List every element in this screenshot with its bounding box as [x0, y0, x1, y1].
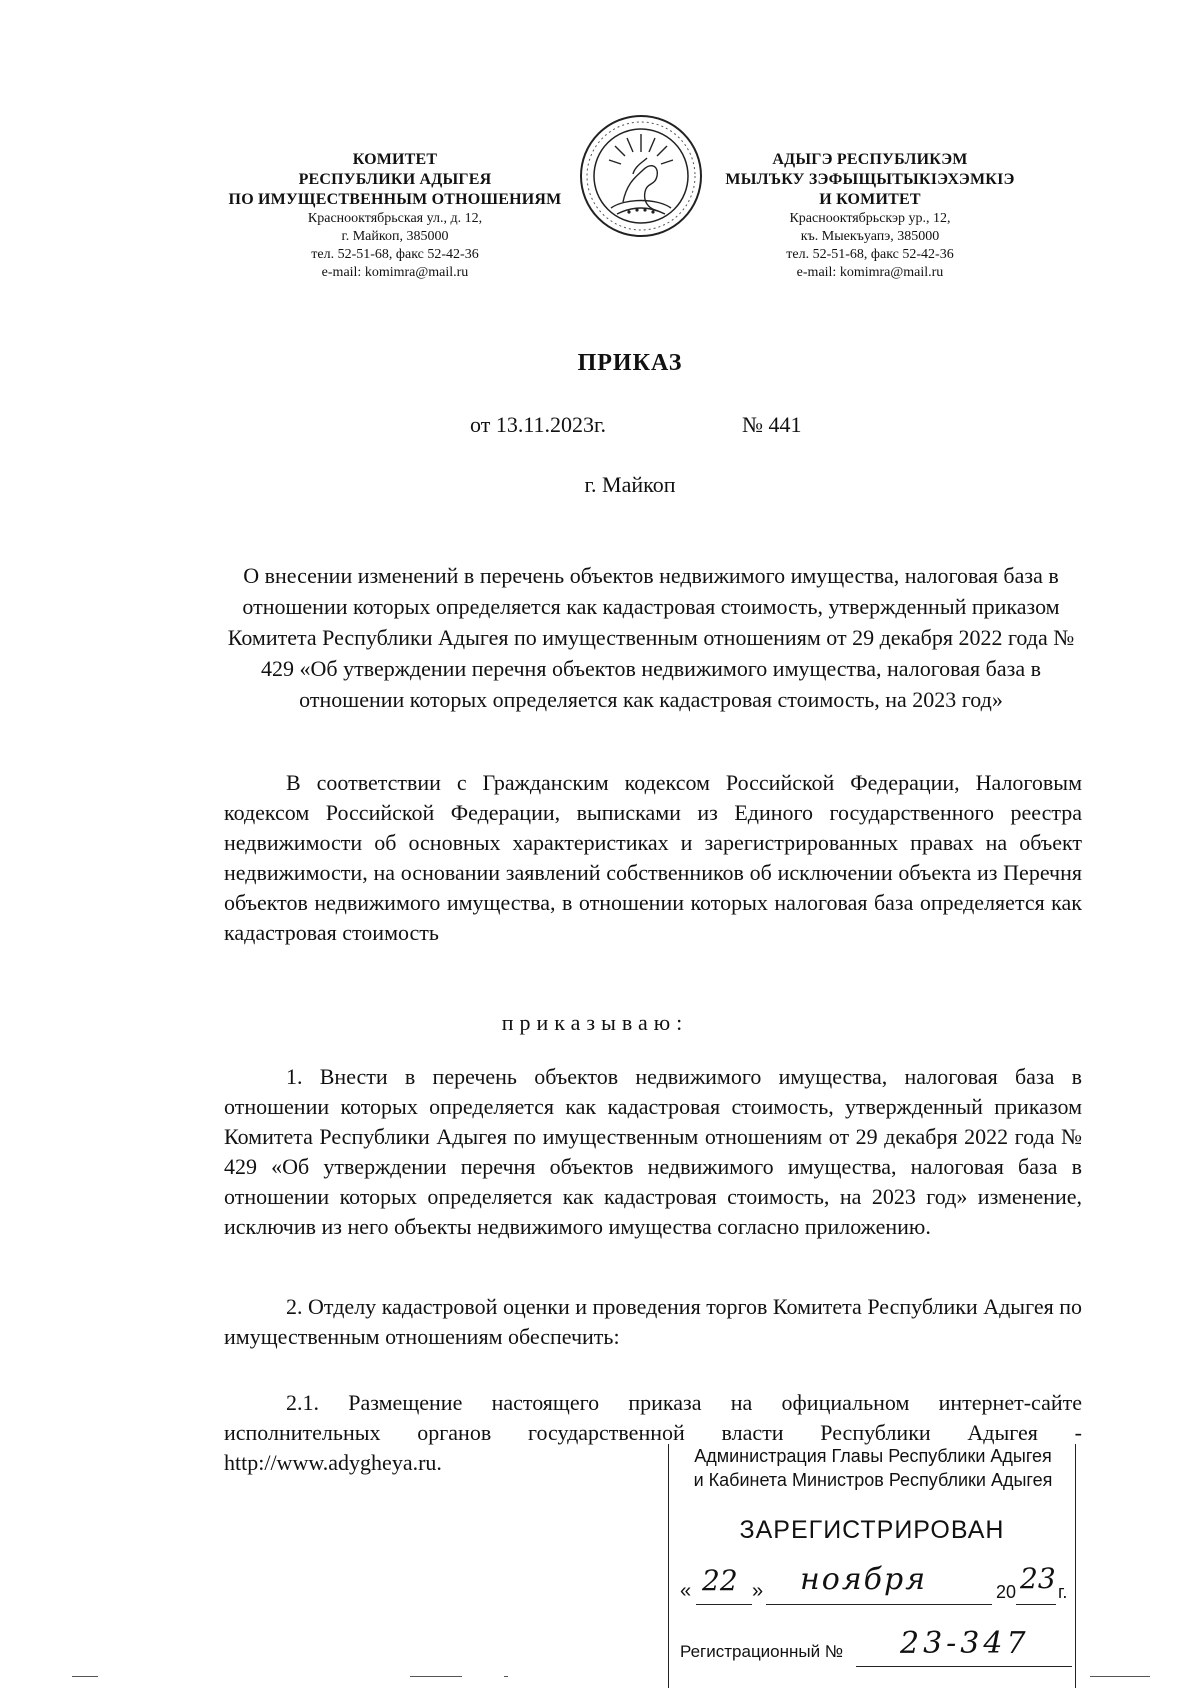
- order-date: от 13.11.2023г.: [470, 412, 607, 437]
- stamp-date: [680, 1562, 1072, 1606]
- org-phone: тел. 52-51-68, факс 52-42-36: [786, 247, 954, 262]
- registration-stamp: [668, 1426, 1076, 1690]
- org-city: г. Майкоп, 385000: [341, 229, 449, 244]
- order-item-1: 1. Внести в перечень объектов недвижимого имущества, налоговая база в отношении которых определяется как кадастровая стоимость, утвержденный приказом Комитета Республики Адыгея по имущественным отношениям от 29 декабря 2022 года № 429 «Об утверждении перечня объектов недвижимого имущества, налоговая база в отношении которых определяется как кадастровая стоимость, на 2023 год» изменение, исключив из него объекты недвижимого имущества согласно приложению.: [224, 1064, 1082, 1239]
- footer-rule: [72, 1676, 98, 1677]
- decree-word: приказываю:: [501, 1010, 689, 1035]
- order-item-2: 2. Отделу кадастровой оценки и проведения торгов Комитета Республики Адыгея по имущественным отношениям обеспечить:: [224, 1294, 1082, 1349]
- org-name-line: АДЫГЭ РЕСПУБЛИКЭМ: [772, 151, 968, 168]
- stamp-day-handwritten: 22: [702, 1564, 738, 1597]
- stamp-reg-label: Регистрационный №: [680, 1642, 844, 1661]
- org-city: къ. Мыекъуапэ, 385000: [800, 229, 940, 244]
- stamp-year-prefix: 20: [996, 1582, 1017, 1602]
- stamp-underline: [856, 1666, 1072, 1667]
- org-name-line: И КОМИТЕТ: [819, 191, 921, 208]
- org-name-line: КОМИТЕТ: [352, 151, 438, 168]
- stamp-year-abbr: г.: [1058, 1582, 1068, 1602]
- legal-basis-paragraph: В соответствии с Гражданским кодексом Российской Федерации, Налоговым кодексом Российской Федерации, выписками из Единого государственного реестра недвижимости об основных характеристиках и зарегистрированных правах на объект недвижимости, на основании заявлений собственников об исключении объекта из Перечня объектов недвижимого имущества, в отношении которых налоговая база определяется как кадастровая стоимость: [224, 770, 1082, 945]
- order-number: № 441: [742, 412, 802, 437]
- stamp-underline: [696, 1604, 752, 1605]
- org-phone: тел. 52-51-68, факс 52-42-36: [311, 247, 479, 262]
- stamp-year-handwritten: 23: [1020, 1562, 1056, 1595]
- stamp-org-line: Администрация Главы Республики Адыгея: [694, 1446, 1052, 1466]
- org-email: e-mail: komimra@mail.ru: [796, 265, 944, 280]
- footer-rule: [504, 1676, 508, 1677]
- stamp-quote-close: »: [752, 1580, 764, 1602]
- org-name-line: РЕСПУБЛИКИ АДЫГЕЯ: [298, 171, 492, 188]
- stamp-reg-number-handwritten: 23-347: [900, 1626, 1030, 1661]
- header-left: [200, 150, 590, 282]
- order-item-2-1: 2.1. Размещение настоящего приказа на официальном интернет-сайте исполнительных органов государственной власти Республики Адыгея - http://www.adygheya.ru.: [224, 1390, 1082, 1475]
- footer-rule: [410, 1676, 462, 1677]
- stamp-month-handwritten: ноября: [800, 1562, 928, 1597]
- coat-of-arms-icon: [577, 112, 705, 240]
- header-right: [700, 150, 1040, 282]
- stamp-quote-open: «: [680, 1580, 692, 1602]
- org-address: Краснооктябрьскэр ур., 12,: [789, 211, 951, 226]
- stamp-underline: [1016, 1604, 1056, 1605]
- footer-rule: [1090, 1676, 1150, 1677]
- document-title: ПРИКАЗ: [577, 350, 683, 376]
- stamp-org-line: и Кабинета Министров Республики Адыгея: [693, 1470, 1053, 1490]
- stamp-border: [1075, 1444, 1076, 1688]
- org-email: e-mail: komimra@mail.ru: [321, 265, 469, 280]
- order-subject: О внесении изменений в перечень объектов недвижимого имущества, налоговая база в отношении которых определяется как кадастровая стоимость, утвержденный приказом Комитета Республики Адыгея по имущественным отношениям от 29 декабря 2022 года № 429 «Об утверждении перечня объектов недвижимого имущества, налоговая база в отношении которых определяется как кадастровая стоимость, на 2023 год»: [227, 563, 1075, 712]
- order-city: г. Майкоп: [584, 472, 676, 497]
- stamp-registration-number: [680, 1626, 1072, 1670]
- stamp-registered-label: ЗАРЕГИСТРИРОВАН: [739, 1516, 1005, 1544]
- stamp-underline: [766, 1604, 992, 1605]
- org-address: Краснооктябрьская ул., д. 12,: [307, 211, 483, 226]
- org-name-line: МЫЛЪКУ ЗЭФЫЩЫТЫКIЭХЭМКIЭ: [725, 171, 1015, 188]
- org-name-line: ПО ИМУЩЕСТВЕННЫМ ОТНОШЕНИЯМ: [228, 191, 562, 208]
- stamp-organization: [672, 1444, 1074, 1492]
- stamp-border: [668, 1444, 669, 1688]
